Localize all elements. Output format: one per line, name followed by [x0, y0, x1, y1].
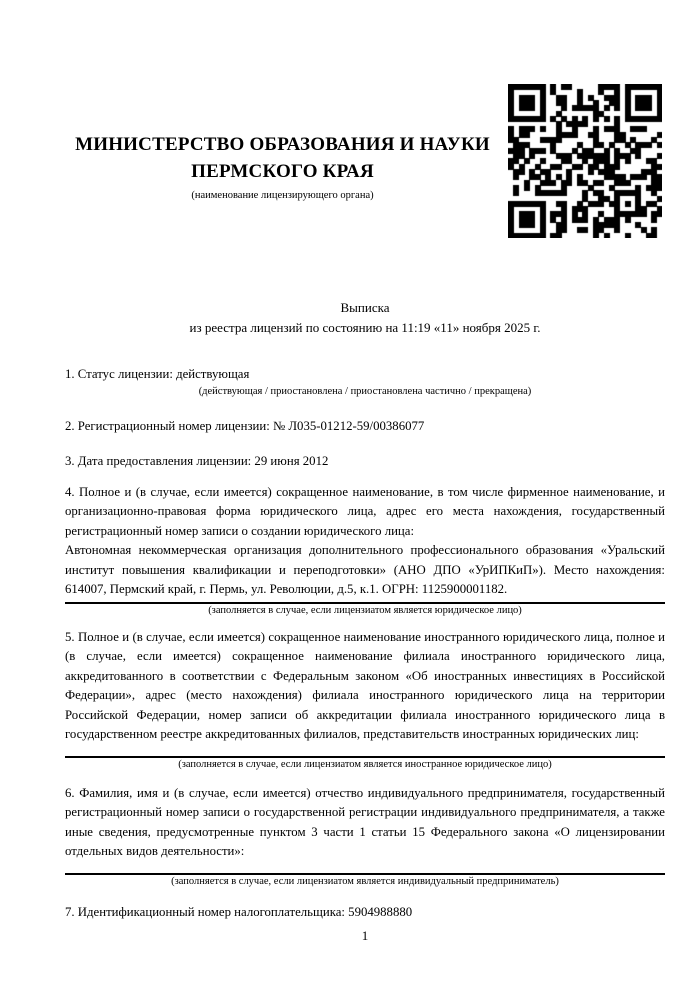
item-2-registration-number [65, 417, 665, 437]
item-1-license-status [65, 365, 665, 399]
item-6-individual-entrepreneur-info [65, 784, 665, 889]
entrepreneur-question: 6. Фамилия, имя и (в случае, если имеется) отчество индивидуального предпринимателя, государственный регистрационный номер записи о государственной регистрации индивидуального предпринимателя, а также иные сведения, предусмотренные пунктом 3 части 1 статьи 15 Федерального закона «О лицензировании отдельных видов деятельности»: [65, 785, 665, 858]
document-subtitle: из реестра лицензий по состоянию на 11:19 «11» ноября 2025 г. [189, 320, 541, 335]
license-status-options-caption: (действующая / приостановлена / приостановлена частично / прекращена) [198, 385, 532, 397]
legal-entity-caption: (заполняется в случае, если лицензиатом является юридическое лицо) [208, 604, 522, 616]
foreign-entity-empty-value [65, 745, 665, 754]
item-4-legal-entity-info [65, 483, 665, 618]
qr-code [508, 84, 662, 238]
foreign-entity-caption: (заполняется в случае, если лицензиатом является иностранное юридическое лицо) [178, 758, 552, 770]
page-number: 1 [361, 928, 369, 943]
document-title: Выписка [340, 300, 390, 315]
item-7-taxpayer-id [65, 903, 665, 923]
legal-entity-value: Автономная некоммерческая организация дополнительного профессионального образования «Уральский институт повышения квалификации и переподготовки» (АНО ДПО «УрИПКиП»). Место нахождения: 614007, Пермский край, г. Пермь, ул. Революции, д.5, к.1. ОГРН: 1125900001182. [65, 543, 665, 596]
foreign-entity-question: 5. Полное и (в случае, если имеется) сокращенное наименование иностранного юридического лица, полное и (в случае, если имеется) сокращенное наименование филиала иностранного юридического лица, аккредитованного в соответствии с Федеральным законом «Об иностранных инвестициях в Российской Федерации», адрес (место нахождения) филиала иностранного юридического лица на территории Российской Федерации, номер записи об аккредитации филиала иностранного юридического лица в государственном реестре аккредитованных филиалов, представительств иностранных юридических лиц: [65, 629, 665, 741]
legal-entity-question: 4. Полное и (в случае, если имеется) сокращенное наименование, в том числе фирменное наименование, и организационно-правовая форма юридического лица, адрес его места нахождения, государственный регистрационный номер записи о создании юридического лица: [65, 484, 665, 538]
document-body [65, 365, 665, 922]
ministry-caption: (наименование лицензирующего органа) [191, 190, 374, 201]
taxpayer-id-text: 7. Идентификационный номер налогоплательщика: 5904988880 [65, 904, 413, 919]
entrepreneur-empty-value [65, 862, 665, 871]
entrepreneur-caption: (заполняется в случае, если лицензиатом является индивидуальный предприниматель) [171, 875, 559, 887]
license-status-text: 1. Статус лицензии: действующая [65, 367, 250, 381]
licensing-authority-header [65, 131, 500, 202]
ministry-name-line1: МИНИСТЕРСТВО ОБРАЗОВАНИЯ И НАУКИ [75, 134, 490, 155]
item-5-foreign-entity-info [65, 628, 665, 772]
item-3-grant-date [65, 452, 665, 472]
document-title-block [65, 298, 665, 338]
registration-number-text: 2. Регистрационный номер лицензии: № Л035-01212-59/00386077 [65, 418, 425, 433]
ministry-name-line2: ПЕРМСКОГО КРАЯ [191, 161, 374, 182]
grant-date-text: 3. Дата предоставления лицензии: 29 июня 2012 [65, 454, 329, 468]
